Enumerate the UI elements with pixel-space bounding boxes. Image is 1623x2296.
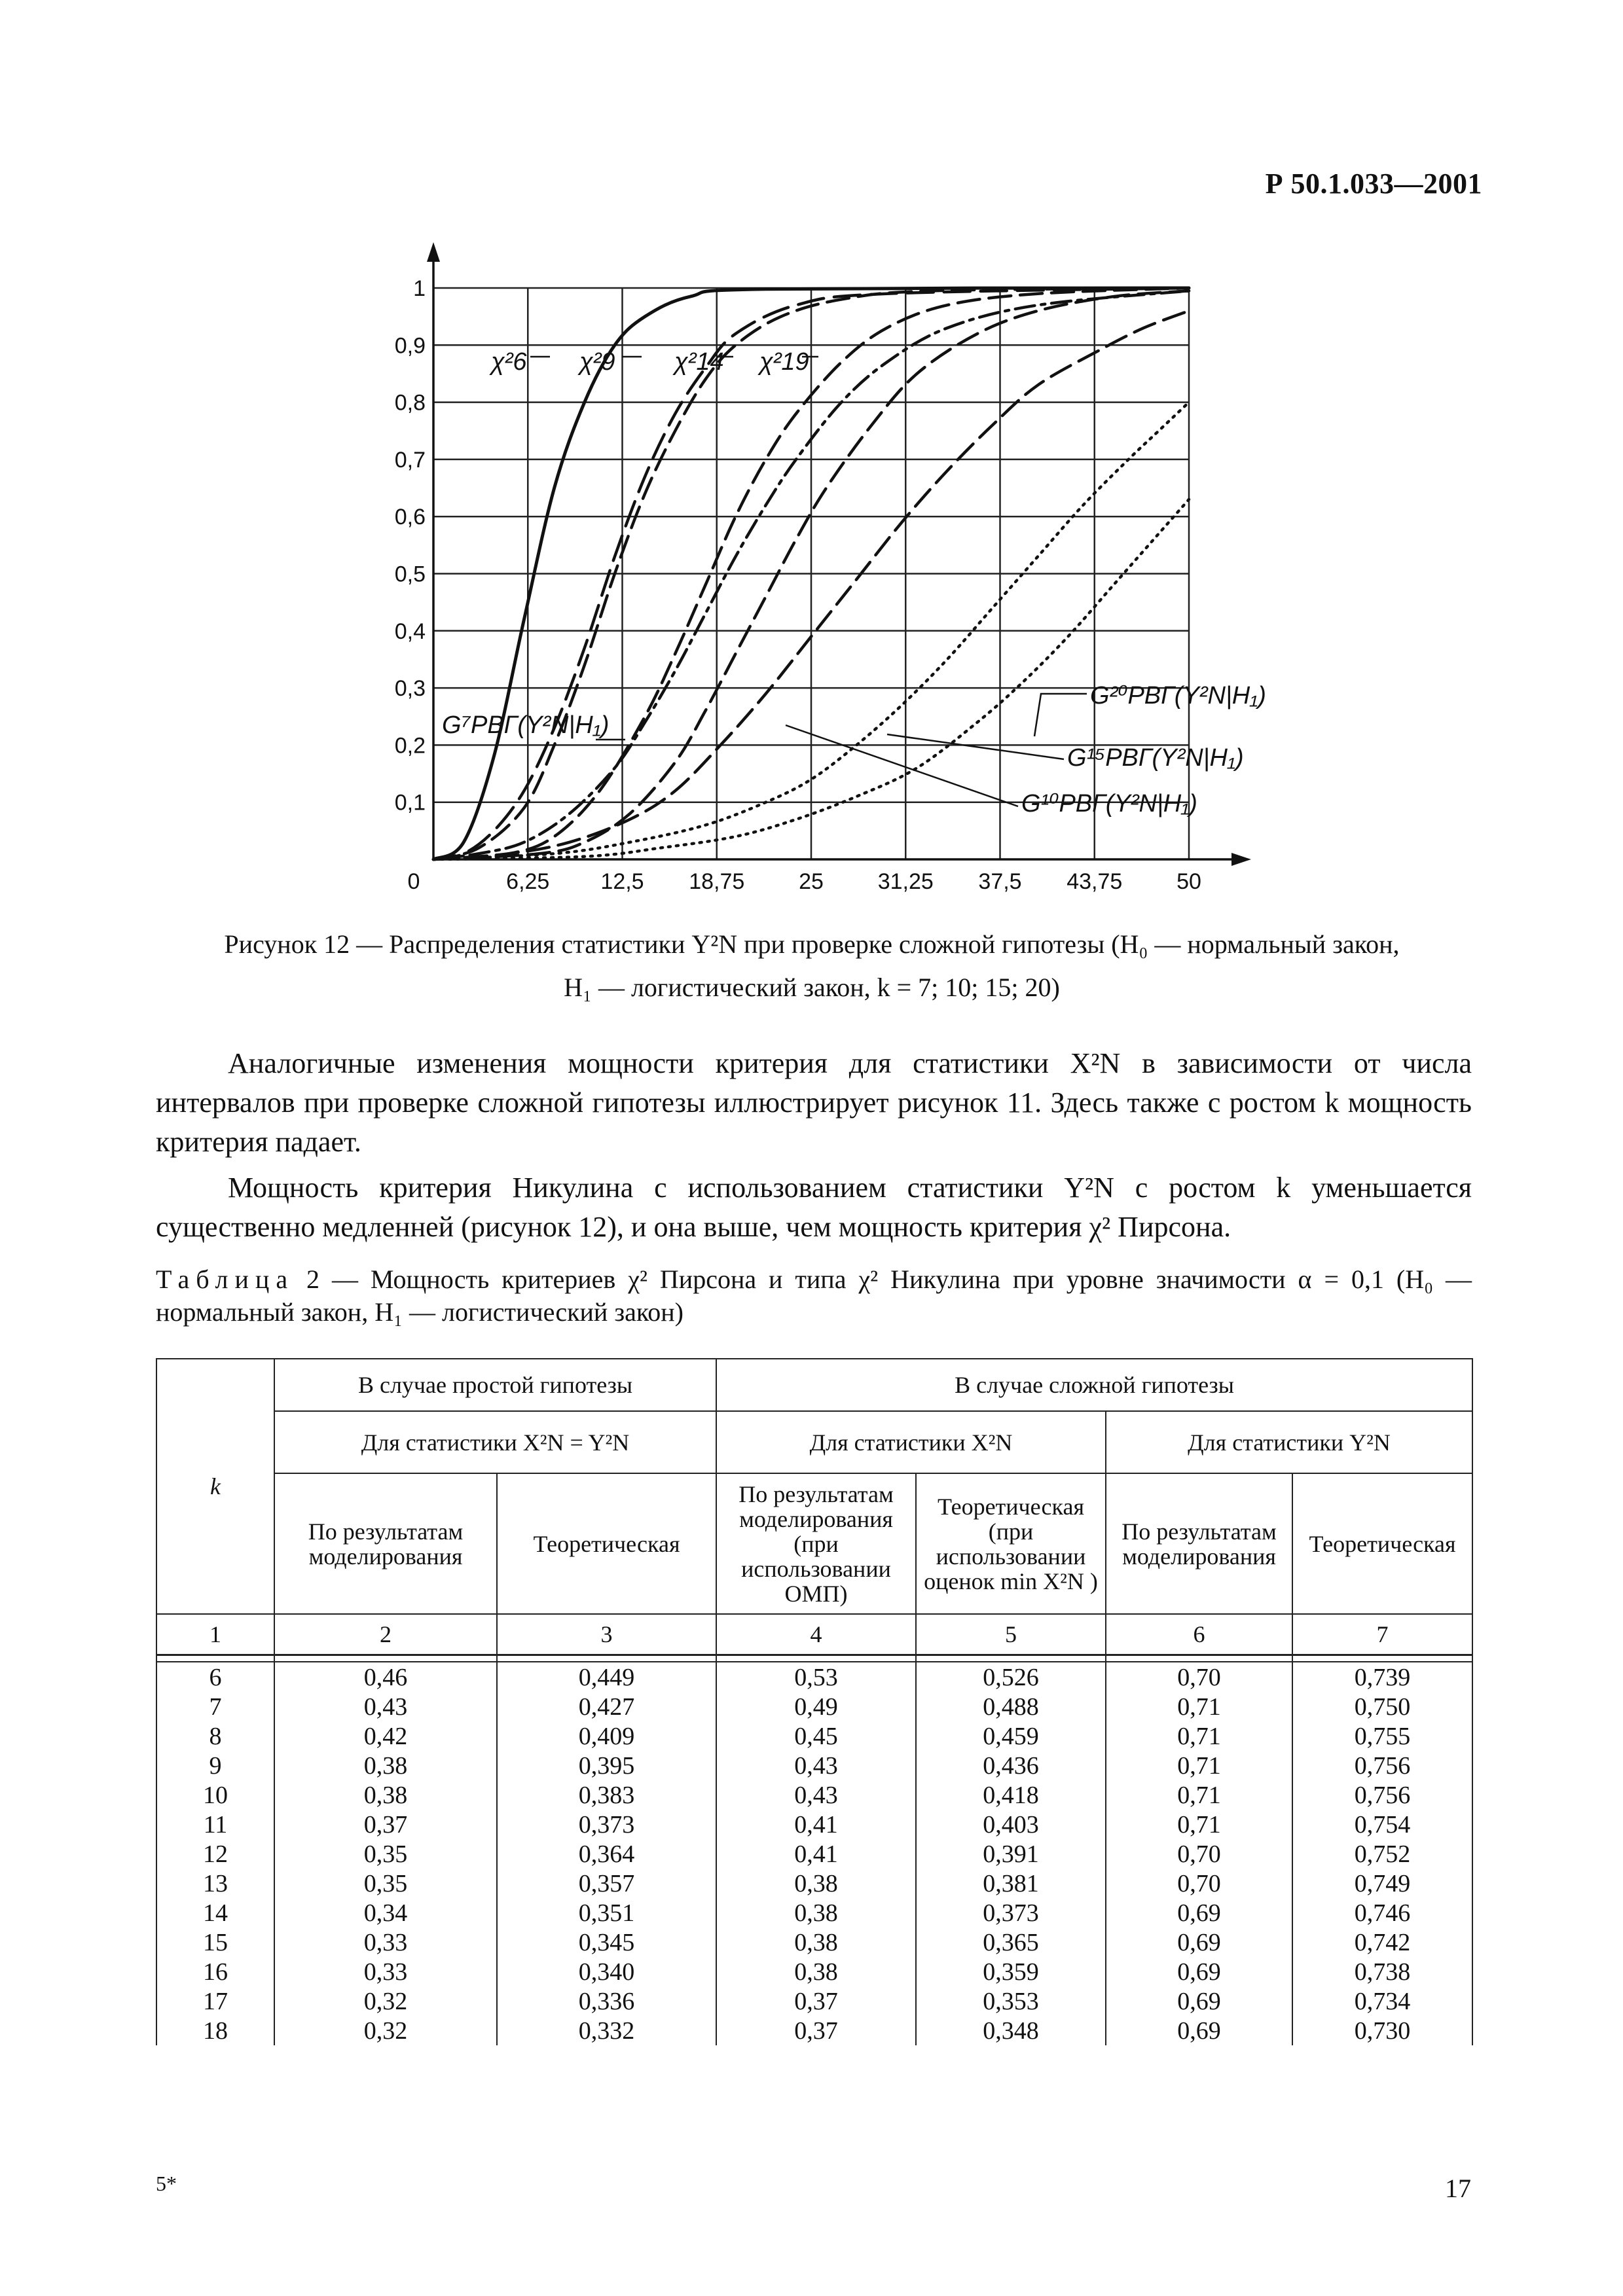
table-cell: 0,364 [497, 1839, 716, 1869]
table-cell: 0,38 [716, 1898, 916, 1928]
table-cell: 0,383 [497, 1780, 716, 1810]
y-axis-arrow [427, 242, 440, 262]
table-cell: 0,69 [1106, 2016, 1292, 2045]
col-number-4: 4 [716, 1614, 916, 1655]
table-cell: 0,488 [916, 1692, 1106, 1721]
table-cell: 0,738 [1292, 1957, 1472, 1986]
header-stat-y: Для статистики Y²N [1106, 1411, 1472, 1473]
table-cell: 0,32 [274, 2016, 497, 2045]
table-row [156, 1662, 1472, 1692]
table-row [156, 1810, 1472, 1839]
table-cell: 0,43 [716, 1780, 916, 1810]
x-tick-label: 31,25 [877, 869, 934, 894]
header-k: k [156, 1359, 274, 1614]
table-cell: 0,41 [716, 1839, 916, 1869]
table-cell: 0,340 [497, 1957, 716, 1986]
table-cell: 6 [156, 1662, 274, 1692]
curve-annotation: χ²9 [579, 348, 615, 376]
x-tick-label: 37,5 [978, 869, 1022, 894]
y-tick-label: 0,4 [394, 619, 426, 644]
y-tick-label: 1 [413, 276, 426, 301]
table-cell: 7 [156, 1692, 274, 1721]
table-cell: 0,70 [1106, 1839, 1292, 1869]
table-cell: 17 [156, 1986, 274, 2016]
table-cell: 14 [156, 1898, 274, 1928]
chart-grid [433, 288, 1189, 859]
table-row [156, 1721, 1472, 1751]
chart-annotations [442, 348, 1266, 817]
table-cell: 0,459 [916, 1721, 1106, 1751]
figure-caption-line-1: Рисунок 12 — Распределения статистики Y²N при проверке сложной гипотезы (H₀ — нормальный закон, [224, 929, 1400, 959]
table-cell: 0,436 [916, 1751, 1106, 1780]
table-cell: 0,69 [1106, 1957, 1292, 1986]
table-cell: 0,33 [274, 1957, 497, 1986]
x-tick-label: 6,25 [506, 869, 550, 894]
table-cell: 0,750 [1292, 1692, 1472, 1721]
table-cell: 0,742 [1292, 1928, 1472, 1957]
table-cell: 0,336 [497, 1986, 716, 2016]
col-number-6: 6 [1106, 1614, 1292, 1655]
table-cell: 0,38 [274, 1780, 497, 1810]
paragraph-2 [156, 1168, 1472, 1247]
table-cell: 0,46 [274, 1662, 497, 1692]
table-cell: 0,45 [716, 1721, 916, 1751]
curve-annotation: G¹⁵РВГ(Y²N|H₁) [1067, 744, 1244, 772]
table-cell: 0,365 [916, 1928, 1106, 1957]
table-cell: 0,49 [716, 1692, 916, 1721]
annotation-leader [1034, 694, 1087, 736]
table-cell: 0,71 [1106, 1721, 1292, 1751]
table-title [156, 1263, 1472, 1329]
table-cell: 9 [156, 1751, 274, 1780]
table-cell: 0,756 [1292, 1751, 1472, 1780]
table-cell: 0,746 [1292, 1898, 1472, 1928]
table-cell: 0,348 [916, 2016, 1106, 2045]
table-cell: 0,749 [1292, 1869, 1472, 1898]
curve-annotation: χ²19 [759, 348, 809, 376]
table-cell: 0,395 [497, 1751, 716, 1780]
table-cell: 0,755 [1292, 1721, 1472, 1751]
header-col-7: Теоретическая [1292, 1473, 1472, 1614]
table-cell: 0,71 [1106, 1810, 1292, 1839]
x-tick-label: 43,75 [1067, 869, 1123, 894]
x-tick-label: 50 [1176, 869, 1201, 894]
table-row [156, 2016, 1472, 2045]
header-simple-hypothesis: В случае простой гипотезы [274, 1359, 716, 1411]
header-col-3: Теоретическая [497, 1473, 716, 1614]
y-tick-label: 0,5 [394, 562, 426, 587]
table-cell: 0,43 [716, 1751, 916, 1780]
table-cell: 0,38 [716, 1869, 916, 1898]
table-cell: 0,35 [274, 1869, 497, 1898]
figure-caption-line-2: H₁ — логистический закон, k = 7; 10; 15; 20) [564, 973, 1060, 1002]
table-cell: 0,381 [916, 1869, 1106, 1898]
table-cell: 0,418 [916, 1780, 1106, 1810]
table-cell: 0,37 [716, 2016, 916, 2045]
header-col-4: По результатам моделирования (при использовании ОМП) [716, 1473, 916, 1614]
y-tick-label: 0,2 [394, 733, 426, 759]
table-cell: 0,526 [916, 1662, 1106, 1692]
table-cell: 0,42 [274, 1721, 497, 1751]
table-cell: 0,37 [274, 1810, 497, 1839]
table-cell: 10 [156, 1780, 274, 1810]
curve-annotation: G²⁰РВГ(Y²N|H₁) [1090, 682, 1266, 709]
table-row [156, 1986, 1472, 2016]
curve-annotation: G¹⁰РВГ(Y²N|H₁) [1021, 790, 1197, 817]
table-cell: 0,34 [274, 1898, 497, 1928]
table-cell: 0,33 [274, 1928, 497, 1957]
table-row [156, 1780, 1472, 1810]
curve-annotation: G⁷РВГ(Y²N|H₁) [442, 711, 610, 739]
curve-annotation: χ²6 [491, 348, 527, 376]
table-cell: 0,730 [1292, 2016, 1472, 2045]
table-cell: 0,69 [1106, 1986, 1292, 2016]
table-cell: 0,391 [916, 1839, 1106, 1869]
header-stat-x: Для статистики X²N [716, 1411, 1106, 1473]
annotation-leader [887, 734, 1064, 759]
table-cell: 16 [156, 1957, 274, 1986]
col-number-1: 1 [156, 1614, 274, 1655]
y-tick-label: 0,3 [394, 676, 426, 702]
curve-annotation: χ²14 [674, 348, 724, 376]
table-cell: 0,43 [274, 1692, 497, 1721]
table-cell: 0,38 [274, 1751, 497, 1780]
table-cell: 0,357 [497, 1869, 716, 1898]
paragraph-1-text: Аналогичные изменения мощности критерия для статистики X²N в зависимости от числа интервалов при проверке сложной гипотезы иллюстрирует рисунок 11. Здесь также с ростом k мощность критерия падает. [156, 1047, 1472, 1158]
table-cell: 18 [156, 2016, 274, 2045]
table-row [156, 1751, 1472, 1780]
header-col-5: Теоретическая (при использовании оценок min X²N ) [916, 1473, 1106, 1614]
header-stat-simple: Для статистики X²N = Y²N [274, 1411, 716, 1473]
footer-mark: 5* [156, 2172, 177, 2195]
table-cell: 0,373 [916, 1898, 1106, 1928]
table-cell: 0,32 [274, 1986, 497, 2016]
table-cell: 0,409 [497, 1721, 716, 1751]
y-tick-label: 0,6 [394, 505, 426, 530]
x-tick-label: 25 [799, 869, 824, 894]
col-number-2: 2 [274, 1614, 497, 1655]
x-tick-label: 18,75 [689, 869, 745, 894]
table-cell: 0,449 [497, 1662, 716, 1692]
table-cell: 0,38 [716, 1957, 916, 1986]
table-cell: 0,69 [1106, 1898, 1292, 1928]
table-cell: 0,70 [1106, 1662, 1292, 1692]
table-cell: 0,70 [1106, 1869, 1292, 1898]
table-cell: 0,427 [497, 1692, 716, 1721]
table-cell: 0,71 [1106, 1751, 1292, 1780]
header-col-6: По результатам моделирования [1106, 1473, 1292, 1614]
x-tick-label: 0 [407, 869, 420, 894]
figure-caption [151, 923, 1473, 1009]
power-table [156, 1358, 1473, 2045]
y-tick-label: 0,8 [394, 390, 426, 416]
table-row [156, 1898, 1472, 1928]
table-cell: 0,53 [716, 1662, 916, 1692]
table-row [156, 1869, 1472, 1898]
table-cell: 0,71 [1106, 1692, 1292, 1721]
table-cell: 0,403 [916, 1810, 1106, 1839]
col-number-5: 5 [916, 1614, 1106, 1655]
table-cell: 0,752 [1292, 1839, 1472, 1869]
table-cell: 0,754 [1292, 1810, 1472, 1839]
table-cell: 0,69 [1106, 1928, 1292, 1957]
document-code: Р 50.1.033—2001 [1265, 168, 1482, 200]
table-cell: 13 [156, 1869, 274, 1898]
table-cell: 15 [156, 1928, 274, 1957]
table-row [156, 1839, 1472, 1869]
table-row [156, 1928, 1472, 1957]
table-row [156, 1957, 1472, 1986]
table-cell: 0,38 [716, 1928, 916, 1957]
table-body [156, 1662, 1472, 2045]
table-cell: 11 [156, 1810, 274, 1839]
x-tick-label: 12,5 [600, 869, 644, 894]
paragraph-2-text: Мощность критерия Никулина с использованием статистики Y²N с ростом k уменьшается существенно медленней (рисунок 12), и она выше, чем мощность критерия χ² Пирсона. [156, 1172, 1472, 1243]
table-cell: 0,739 [1292, 1662, 1472, 1692]
table-cell: 0,71 [1106, 1780, 1292, 1810]
header-col-2: По результатам моделирования [274, 1473, 497, 1614]
table-cell: 0,351 [497, 1898, 716, 1928]
header-complex-hypothesis: В случае сложной гипотезы [716, 1359, 1472, 1411]
power-distribution-chart [367, 236, 1296, 903]
table-title-text: 2 — Мощность критериев χ² Пирсона и типа χ² Никулина при уровне значимости α = 0,1 (H₀ — нормальный закон, H₁ — логистический закон) [156, 1265, 1472, 1327]
table-cell: 0,41 [716, 1810, 916, 1839]
table-cell: 0,756 [1292, 1780, 1472, 1810]
table-cell: 0,734 [1292, 1986, 1472, 2016]
paragraph-1 [156, 1044, 1472, 1162]
col-number-3: 3 [497, 1614, 716, 1655]
table-cell: 0,332 [497, 2016, 716, 2045]
table-cell: 0,35 [274, 1839, 497, 1869]
table-cell: 0,373 [497, 1810, 716, 1839]
x-axis-arrow [1231, 853, 1251, 866]
table-cell: 0,345 [497, 1928, 716, 1957]
y-tick-label: 0,9 [394, 333, 426, 359]
col-number-7: 7 [1292, 1614, 1472, 1655]
y-tick-label: 0,1 [394, 790, 426, 816]
table-cell: 8 [156, 1721, 274, 1751]
table-cell: 0,353 [916, 1986, 1106, 2016]
table-row [156, 1692, 1472, 1721]
table-cell: 12 [156, 1839, 274, 1869]
table-cell: 0,37 [716, 1986, 916, 2016]
y-tick-label: 0,7 [394, 447, 426, 473]
table-cell: 0,359 [916, 1957, 1106, 1986]
table-title-label: Таблица [156, 1265, 295, 1294]
page-number: 17 [1445, 2174, 1471, 2203]
annotation-leader [786, 725, 1018, 806]
